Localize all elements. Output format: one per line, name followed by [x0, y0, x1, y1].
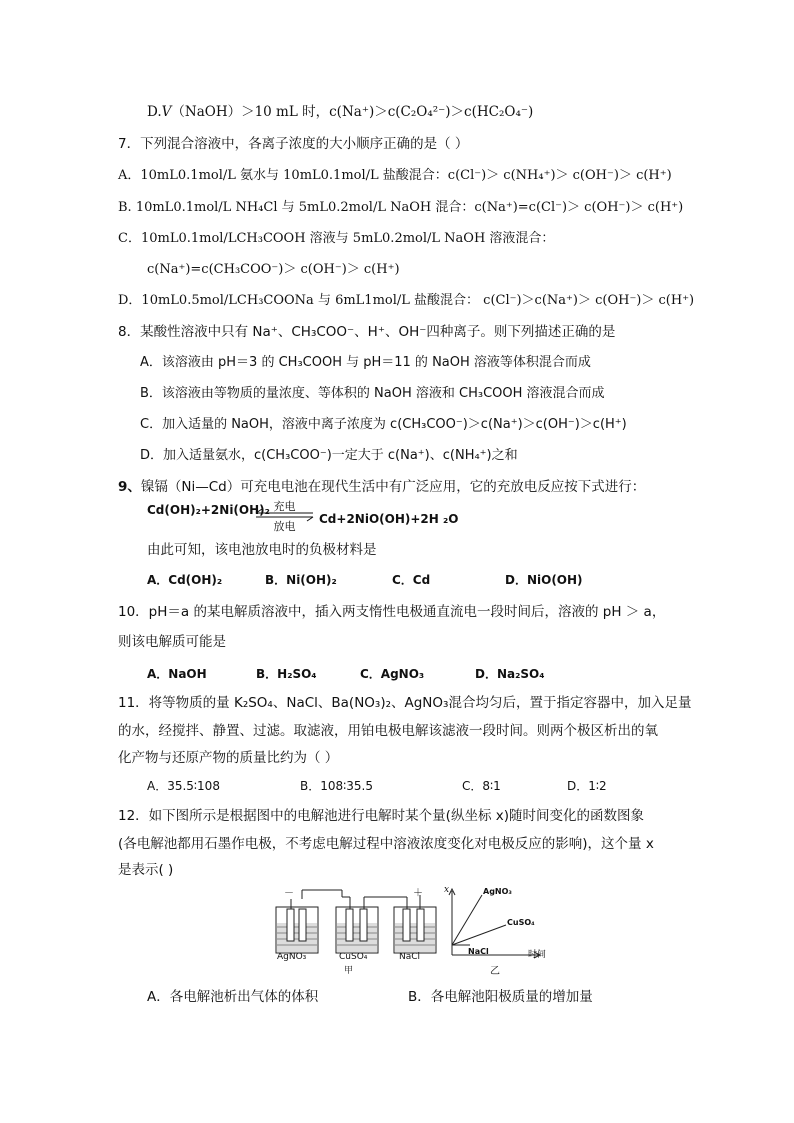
q9-text: 镍镉（Ni—Cd）可充电电池在现代生活中有广泛应用，它的充放电反应按下式进行： — [140, 479, 646, 495]
label-yi: 乙 — [490, 966, 500, 977]
q8-option-a: A．该溶液由 pH＝3 的 CH₃COOH 与 pH＝11 的 NaOH 溶液等体积混合而成 — [140, 355, 591, 370]
q12-line-3: 是表示( ) — [118, 862, 174, 878]
electrolysis-figure — [270, 885, 560, 980]
q8-option-c: C．加入适量的 NaOH，溶液中离子浓度为 c(CH₃COO⁻)＞c(Na⁺)＞c(OH⁻)＞c(H⁺) — [140, 417, 627, 432]
cell-label-nacl: NaCl — [399, 952, 421, 962]
q11-option-a: A．35.5∶108 — [147, 779, 220, 793]
q12-line-1: 12．如下图所示是根据图中的电解池进行电解时某个量(纵坐标 x)随时间变化的函数图象 — [118, 808, 644, 824]
q9-option-b: B．Ni(OH)₂ — [265, 573, 337, 587]
q6-d-ions: c(Na⁺)＞c(C₂O₄²⁻)＞c(HC₂O₄⁻) — [329, 104, 534, 120]
q10-option-a: A．NaOH — [147, 667, 207, 681]
q7-option-c-cont: c(Na⁺)=c(CH₃COO⁻)＞ c(OH⁻)＞ c(H⁺) — [147, 262, 400, 277]
q9-question: 由此可知，该电池放电时的负极材料是 — [147, 542, 377, 558]
plus-sign: ＋ — [413, 888, 423, 899]
q9-eq-right: Cd+2NiO(OH)+2H ₂O — [319, 512, 459, 526]
q7-option-b: B. 10mL0.1mol/L NH₄Cl 与 5mL0.2mol/L NaOH 混合：c(Na⁺)=c(Cl⁻)＞ c(OH⁻)＞ c(H⁺) — [118, 200, 684, 215]
q6-d-text: （NaOH）＞10 mL 时， — [171, 104, 330, 120]
graph-line-nacl: NaCl — [468, 947, 489, 956]
graph-y-label: x — [444, 885, 450, 895]
q10-stem: 10．pH＝a 的某电解质溶液中，插入两支惰性电极通直流电一段时间后，溶液的 pH ＞ a， — [118, 604, 666, 620]
q6-option-d — [147, 102, 533, 122]
cell-label-cuso4: CuSO₄ — [339, 952, 368, 962]
q8-option-b: B．该溶液由等物质的量浓度、等体积的 NaOH 溶液和 CH₃COOH 溶液混合而成 — [140, 386, 605, 401]
q8-stem: 8．某酸性溶液中只有 Na⁺、CH₃COO⁻、H⁺、OH⁻四种离子。则下列描述正确的是 — [118, 324, 616, 340]
q9-stem — [118, 477, 645, 497]
label-jia: 甲 — [344, 966, 354, 976]
q10-option-c: C．AgNO₃ — [360, 667, 425, 681]
q11-line-2: 的水，经搅拌、静置、过滤。取滤液，用铂电极电解该滤液一段时间。则两个极区析出的氧 — [118, 723, 658, 739]
q12-line-2: (各电解池都用石墨作电极，不考虑电解过程中溶液浓度变化对电极反应的影响)，这个量 x — [118, 836, 654, 852]
q11-line-1: 11．将等物质的量 K₂SO₄、NaCl、Ba(NO₃)₂、AgNO₃混合均匀后，置于指定容器中，加入足量 — [118, 695, 692, 711]
q12-option-b: B．各电解池阳极质量的增加量 — [408, 989, 593, 1005]
q7-option-d: D．10mL0.5mol/LCH₃COONa 与 6mL1mol/L 盐酸混合： c(Cl⁻)＞c(Na⁺)＞ c(OH⁻)＞ c(H⁺) — [118, 293, 695, 308]
q9-option-d: D．NiO(OH) — [505, 573, 583, 587]
minus-sign: － — [284, 888, 294, 899]
q6-d-var: V — [161, 104, 172, 120]
q6-d-prefix: D. — [147, 104, 162, 120]
electrolysis-diagram — [270, 885, 560, 980]
graph-line-cuso4: CuSO₄ — [507, 918, 535, 927]
q11-option-b: B．108∶35.5 — [300, 779, 373, 793]
q10-option-d: D．Na₂SO₄ — [475, 667, 545, 681]
q11-option-d: D．1∶2 — [567, 779, 607, 793]
q9-reaction-arrows — [252, 500, 317, 532]
q9-option-a: A．Cd(OH)₂ — [147, 573, 223, 587]
cell-label-agno3: AgNO₃ — [277, 952, 307, 962]
graph-line-agno3: AgNO₃ — [483, 887, 512, 896]
q8-option-d: D．加入适量氨水，c(CH₃COO⁻)一定大于 c(Na⁺)、c(NH₄⁺)之和 — [140, 448, 518, 463]
q10-option-b: B．H₂SO₄ — [256, 667, 317, 681]
q9-discharge-label: 放电 — [273, 520, 296, 533]
q9-option-c: C．Cd — [392, 573, 431, 587]
q9-number: 9、 — [118, 479, 141, 495]
q9-eq-left: Cd(OH)₂+2Ni(OH)₂ — [147, 503, 270, 517]
q11-option-c: C．8∶1 — [462, 779, 501, 793]
q7-option-c: C．10mL0.1mol/LCH₃COOH 溶液与 5mL0.2mol/L NaOH 溶液混合： — [118, 231, 555, 246]
q7-stem: 7．下列混合溶液中，各离子浓度的大小顺序正确的是（ ） — [118, 136, 469, 152]
q9-charge-label: 充电 — [273, 500, 296, 513]
q11-line-3: 化产物与还原产物的质量比约为（ ） — [118, 750, 339, 766]
q12-option-a: A．各电解池析出气体的体积 — [147, 989, 319, 1005]
graph-time-label: 时间 — [528, 950, 547, 960]
q7-option-a: A．10mL0.1mol/L 氨水与 10mL0.1mol/L 盐酸混合：c(Cl⁻)＞ c(NH₄⁺)＞ c(OH⁻)＞ c(H⁺) — [118, 168, 672, 183]
q10-stem-cont: 则该电解质可能是 — [118, 634, 226, 650]
